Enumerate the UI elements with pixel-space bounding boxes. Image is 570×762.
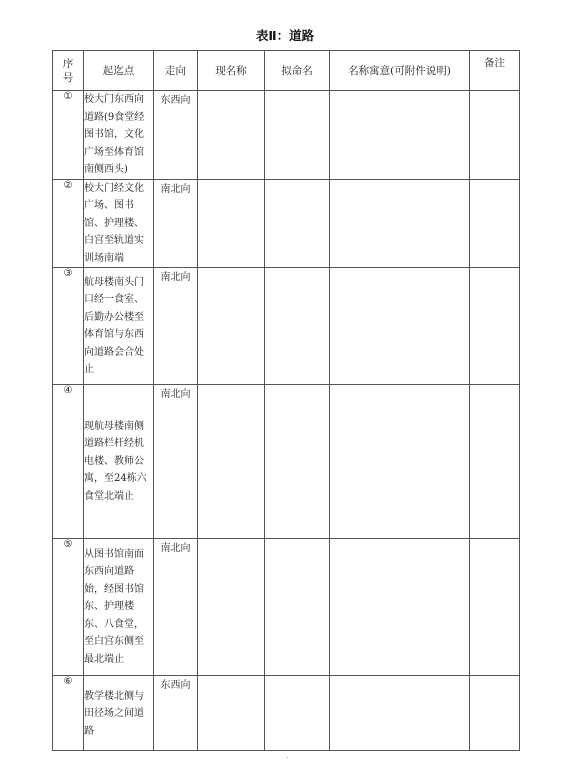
table-row bbox=[53, 676, 520, 751]
table-row bbox=[53, 91, 520, 180]
row-route: 校大门经文化广场、图书馆、护理楼、白宫至轨道实训场南端 bbox=[84, 179, 154, 268]
row-meaning-cell[interactable] bbox=[330, 676, 470, 751]
row-direction: 南北向 bbox=[154, 385, 198, 539]
row-seq: ④ bbox=[53, 385, 84, 539]
row-current-name-cell[interactable] bbox=[198, 385, 265, 539]
row-proposed-name-cell[interactable] bbox=[265, 676, 330, 751]
header-direction: 走向 bbox=[154, 51, 198, 91]
row-current-name-cell[interactable] bbox=[198, 179, 265, 268]
header-row bbox=[53, 51, 520, 91]
row-direction: 东西向 bbox=[154, 676, 198, 751]
header-seq bbox=[53, 51, 84, 91]
row-seq: ② bbox=[53, 179, 84, 268]
row-meaning-cell[interactable] bbox=[330, 539, 470, 676]
row-route: 教学楼北侧与田径场之间道路 bbox=[84, 676, 154, 751]
page-speck bbox=[287, 757, 288, 758]
row-proposed-name-cell[interactable] bbox=[265, 179, 330, 268]
row-meaning-cell[interactable] bbox=[330, 91, 470, 180]
row-route: 校大门东西向道路(9食堂经图书馆，文化广场至体育馆南侧西头) bbox=[84, 91, 154, 180]
row-direction: 南北向 bbox=[154, 268, 198, 385]
row-current-name-cell[interactable] bbox=[198, 539, 265, 676]
row-direction: 南北向 bbox=[154, 179, 198, 268]
header-seq-line1: 序 bbox=[62, 57, 74, 70]
table-row bbox=[53, 179, 520, 268]
row-current-name-cell[interactable] bbox=[198, 268, 265, 385]
header-remarks: 备注 bbox=[470, 51, 520, 91]
row-proposed-name-cell[interactable] bbox=[265, 385, 330, 539]
row-seq: ③ bbox=[53, 268, 84, 385]
row-remarks-cell[interactable] bbox=[470, 676, 520, 751]
row-remarks-cell[interactable] bbox=[470, 268, 520, 385]
row-remarks-cell[interactable] bbox=[470, 91, 520, 180]
row-remarks-cell[interactable] bbox=[470, 385, 520, 539]
row-proposed-name-cell[interactable] bbox=[265, 268, 330, 385]
table-title: 表Ⅱ：道路 bbox=[255, 28, 315, 43]
row-meaning-cell[interactable] bbox=[330, 268, 470, 385]
header-seq-line2: 号 bbox=[62, 71, 74, 84]
row-current-name-cell[interactable] bbox=[198, 676, 265, 751]
row-remarks-cell[interactable] bbox=[470, 539, 520, 676]
row-route: 从图书馆南面东西向道路始，经图书馆东、护理楼东、八食堂，至白宫东侧至最北端止 bbox=[84, 539, 154, 676]
row-seq: ① bbox=[53, 91, 84, 180]
row-current-name-cell[interactable] bbox=[198, 91, 265, 180]
row-proposed-name-cell[interactable] bbox=[265, 539, 330, 676]
row-remarks-cell[interactable] bbox=[470, 179, 520, 268]
row-route: 航母楼南头门口经一食室、后勤办公楼至体育馆与东西向道路会合处止 bbox=[84, 268, 154, 385]
table-row bbox=[53, 268, 520, 385]
row-proposed-name-cell[interactable] bbox=[265, 91, 330, 180]
row-seq: ⑤ bbox=[53, 539, 84, 676]
header-proposed-name: 拟命名 bbox=[265, 51, 330, 91]
row-meaning-cell[interactable] bbox=[330, 179, 470, 268]
header-current-name: 现名称 bbox=[198, 51, 265, 91]
table-row bbox=[53, 385, 520, 539]
row-seq: ⑥ bbox=[53, 676, 84, 751]
row-direction: 东西向 bbox=[154, 91, 198, 180]
roads-table bbox=[52, 50, 520, 751]
header-route: 起迄点 bbox=[84, 51, 154, 91]
table-row bbox=[53, 539, 520, 676]
row-direction: 南北向 bbox=[154, 539, 198, 676]
row-route: 现航母楼南侧道路栏杆经机电楼、教师公寓，至24栋六食堂北端止 bbox=[84, 385, 154, 539]
header-meaning: 名称寓意(可附件说明) bbox=[330, 51, 470, 91]
row-meaning-cell[interactable] bbox=[330, 385, 470, 539]
